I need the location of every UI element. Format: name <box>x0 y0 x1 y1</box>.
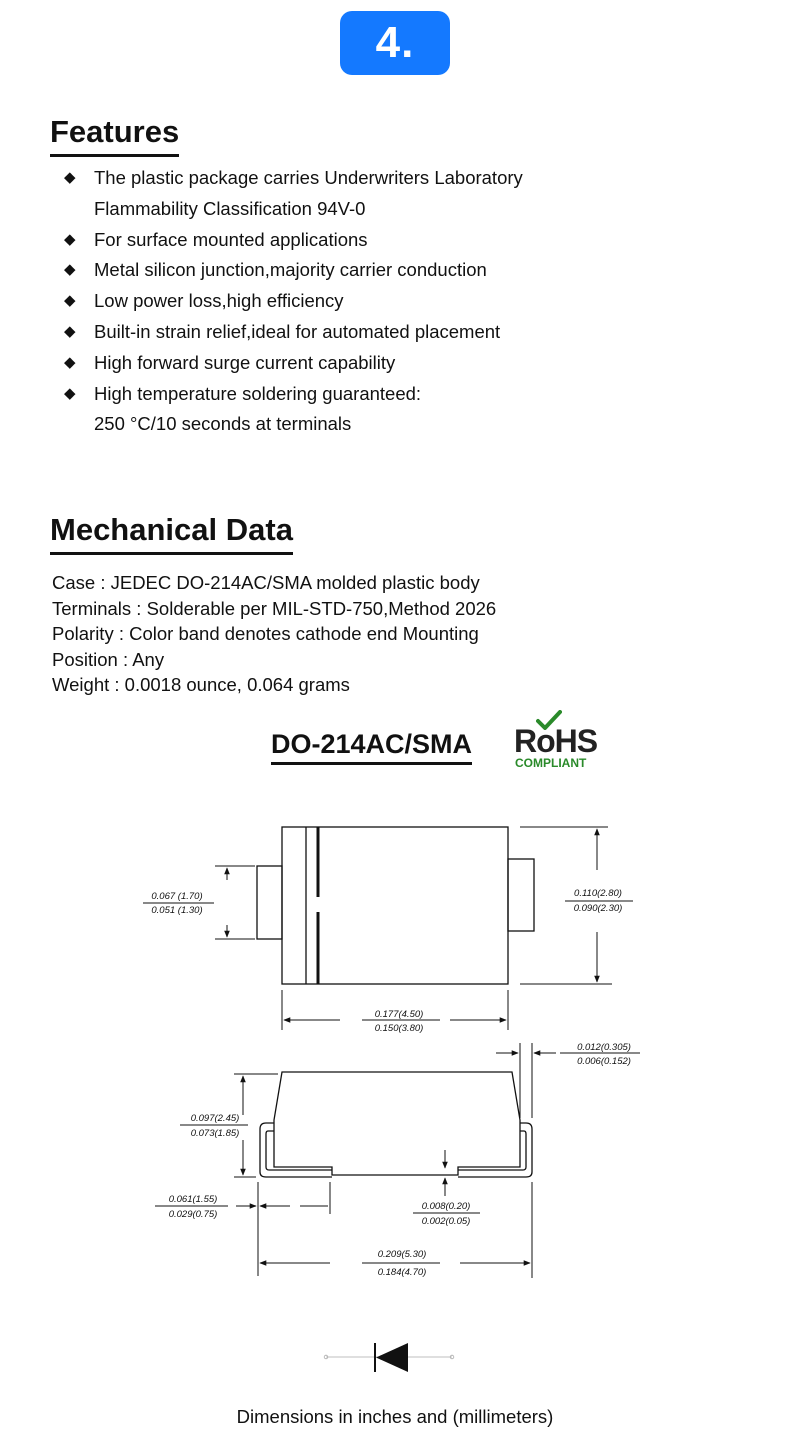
diamond-bullet-icon: ◆ <box>64 384 76 402</box>
side-body <box>274 1072 520 1175</box>
lead-thickness-min: 0.006(0.152) <box>577 1056 631 1067</box>
side-view <box>260 1072 532 1177</box>
rohs-logo-text: RoHS <box>514 723 598 759</box>
diamond-bullet-icon: ◆ <box>64 261 76 279</box>
diamond-bullet-icon: ◆ <box>64 322 76 340</box>
feature-text: For surface mounted applications <box>94 228 368 250</box>
dimensions-note: Dimensions in inches and (millimeters) <box>236 1406 554 1427</box>
lead-height-max: 0.067 (1.70) <box>151 891 203 902</box>
diamond-bullet-icon: ◆ <box>64 230 76 248</box>
diamond-bullet-icon: ◆ <box>64 292 76 310</box>
body-length-min: 0.150(3.80) <box>374 1023 424 1034</box>
lead-height-min: 0.051 (1.30) <box>151 905 203 916</box>
body-length-max: 0.177(4.50) <box>374 1009 424 1020</box>
profile-height-max: 0.097(2.45) <box>190 1113 240 1124</box>
feature-text: The plastic package carries Underwriters Laboratory <box>94 167 523 188</box>
rohs-compliant-text: COMPLIANT <box>515 756 587 770</box>
body-height-max: 0.110(2.80) <box>574 888 622 899</box>
overall-length-max: 0.209(5.30) <box>377 1249 427 1260</box>
dimension-labels <box>151 888 631 1278</box>
feature-text: Metal silicon junction,majority carrier conduction <box>94 259 487 281</box>
left-lead <box>257 866 282 939</box>
lead-length-max: 0.061(1.55) <box>168 1194 218 1205</box>
diamond-bullet-icon: ◆ <box>64 169 76 186</box>
side-view-dimension-lines <box>155 1043 640 1278</box>
mechanical-terminals: Terminals : Solderable per MIL-STD-750,Method 2026 <box>52 597 497 619</box>
overall-length-min: 0.184(4.70) <box>377 1267 427 1278</box>
left-lead-inner <box>266 1131 332 1170</box>
mechanical-polarity: Polarity : Color band denotes cathode end Mounting <box>52 623 479 645</box>
feature-text-continued: Flammability Classification 94V-0 <box>94 197 366 219</box>
mechanical-case: Case : JEDEC DO-214AC/SMA molded plastic body <box>52 572 480 593</box>
standoff-min: 0.002(0.05) <box>421 1216 471 1227</box>
feature-text: High forward surge current capability <box>94 351 396 373</box>
mechanical-weight: Weight : 0.0018 ounce, 0.064 grams <box>52 674 350 696</box>
diode-symbol-icon <box>324 1343 454 1372</box>
package-body <box>282 827 508 984</box>
mechanical-position: Position : Any <box>52 648 165 670</box>
feature-text: Built-in strain relief,ideal for automated placement <box>94 320 501 342</box>
diamond-bullet-icon: ◆ <box>64 353 76 371</box>
package-title: DO-214AC/SMA <box>271 729 472 765</box>
top-view <box>257 827 534 984</box>
right-lead <box>508 859 534 931</box>
lead-length-min: 0.029(0.75) <box>168 1209 218 1220</box>
standoff-max: 0.008(0.20) <box>421 1201 471 1212</box>
lead-thickness-max: 0.012(0.305) <box>577 1042 631 1053</box>
section-number-badge: 4. <box>340 11 450 75</box>
profile-height-min: 0.073(1.85) <box>190 1128 240 1139</box>
top-view-dimension-lines <box>143 827 633 1030</box>
feature-text: Low power loss,high efficiency <box>94 290 344 312</box>
body-height-min: 0.090(2.30) <box>573 903 623 914</box>
mechanical-data-title: Mechanical Data <box>50 512 293 555</box>
feature-text-continued: 250 °C/10 seconds at terminals <box>94 413 352 435</box>
features-title: Features <box>50 114 179 157</box>
right-lead-inner <box>458 1131 526 1170</box>
feature-text: High temperature soldering guaranteed: <box>94 382 422 404</box>
